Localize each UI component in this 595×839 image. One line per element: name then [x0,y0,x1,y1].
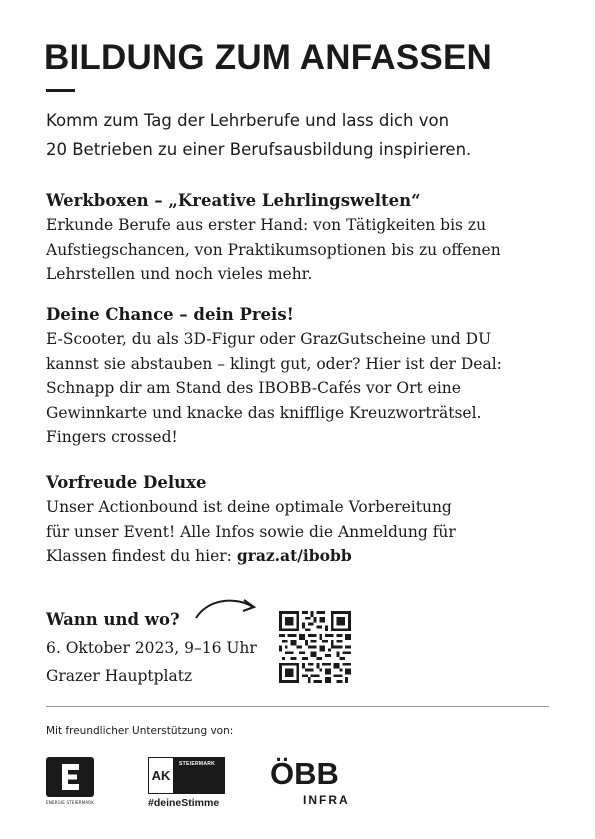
section-body [46,327,556,450]
body-line: Fingers crossed! [46,428,178,446]
body-line [46,544,556,569]
body-line: Lehrstellen und noch vieles mehr. [46,265,313,283]
obb-sub: INFRA [303,793,350,807]
section-heading: Vorfreude Deluxe [46,473,207,492]
section-body [46,213,556,287]
event-place: Grazer Hauptplatz [46,667,193,685]
section-body [46,495,556,569]
intro-line: Komm zum Tag der Lehrberufe und lass dich von [46,111,450,130]
page-title: BILDUNG ZUM ANFASSEN [44,38,492,77]
ak-steiermark-logo [148,757,225,809]
body-line-prefix: Klassen findest du hier: [46,547,237,565]
ak-region: STEIERMARK [174,757,225,794]
body-line: für unser Event! Alle Infos sowie die Anmeldung für [46,522,456,541]
section-heading: Deine Chance – dein Preis! [46,305,294,324]
body-line: Aufstiegschancen, von Praktikumsoptionen bis zu offenen [46,240,501,259]
body-line: Unser Actionbound ist deine optimale Vorbereitung [46,498,452,516]
energie-logo-caption: ENERGIE STEIERMARK [46,800,95,805]
support-label: Mit freundlicher Unterstützung von: [46,725,234,737]
section-heading: Werkboxen – „Kreative Lehrlingswelten“ [46,191,421,210]
body-line: E-Scooter, du als 3D-Figur oder GrazGutscheine und DU [46,330,492,348]
intro-line: 20 Betrieben zu einer Berufsausbildung inspirieren. [46,140,472,159]
energie-e-icon [46,757,94,797]
qr-code-icon[interactable] [279,611,351,683]
ak-hashtag: #deineStimme [148,797,220,809]
body-line: kannst sie abstauben – klingt gut, oder? Hier ist der Deal: [46,354,502,373]
section-vorfreude [46,471,556,569]
footer-divider [46,706,549,707]
curved-arrow-icon [193,596,259,622]
body-line: Erkunde Berufe aus erster Hand: von Tätigkeiten bis zu [46,216,487,234]
event-date: 6. Oktober 2023, 9–16 Uhr [46,639,257,657]
section-chance [46,303,556,450]
energie-steiermark-logo [46,757,94,805]
obb-wordmark: ÖBB [270,756,339,791]
body-line: Schnapp dir am Stand des IBOBB-Cafés vor Ort eine [46,379,461,397]
info-link[interactable]: graz.at/ibobb [236,546,352,565]
title-underline [46,89,75,92]
ak-mark: AK [148,757,174,794]
obb-infra-logo [270,757,355,807]
event-heading: Wann und wo? [46,610,180,629]
intro-text [46,106,546,164]
body-line: Gewinnkarte und knacke das knifflige Kreuzworträtsel. [46,403,482,422]
section-werkboxen [46,189,556,287]
